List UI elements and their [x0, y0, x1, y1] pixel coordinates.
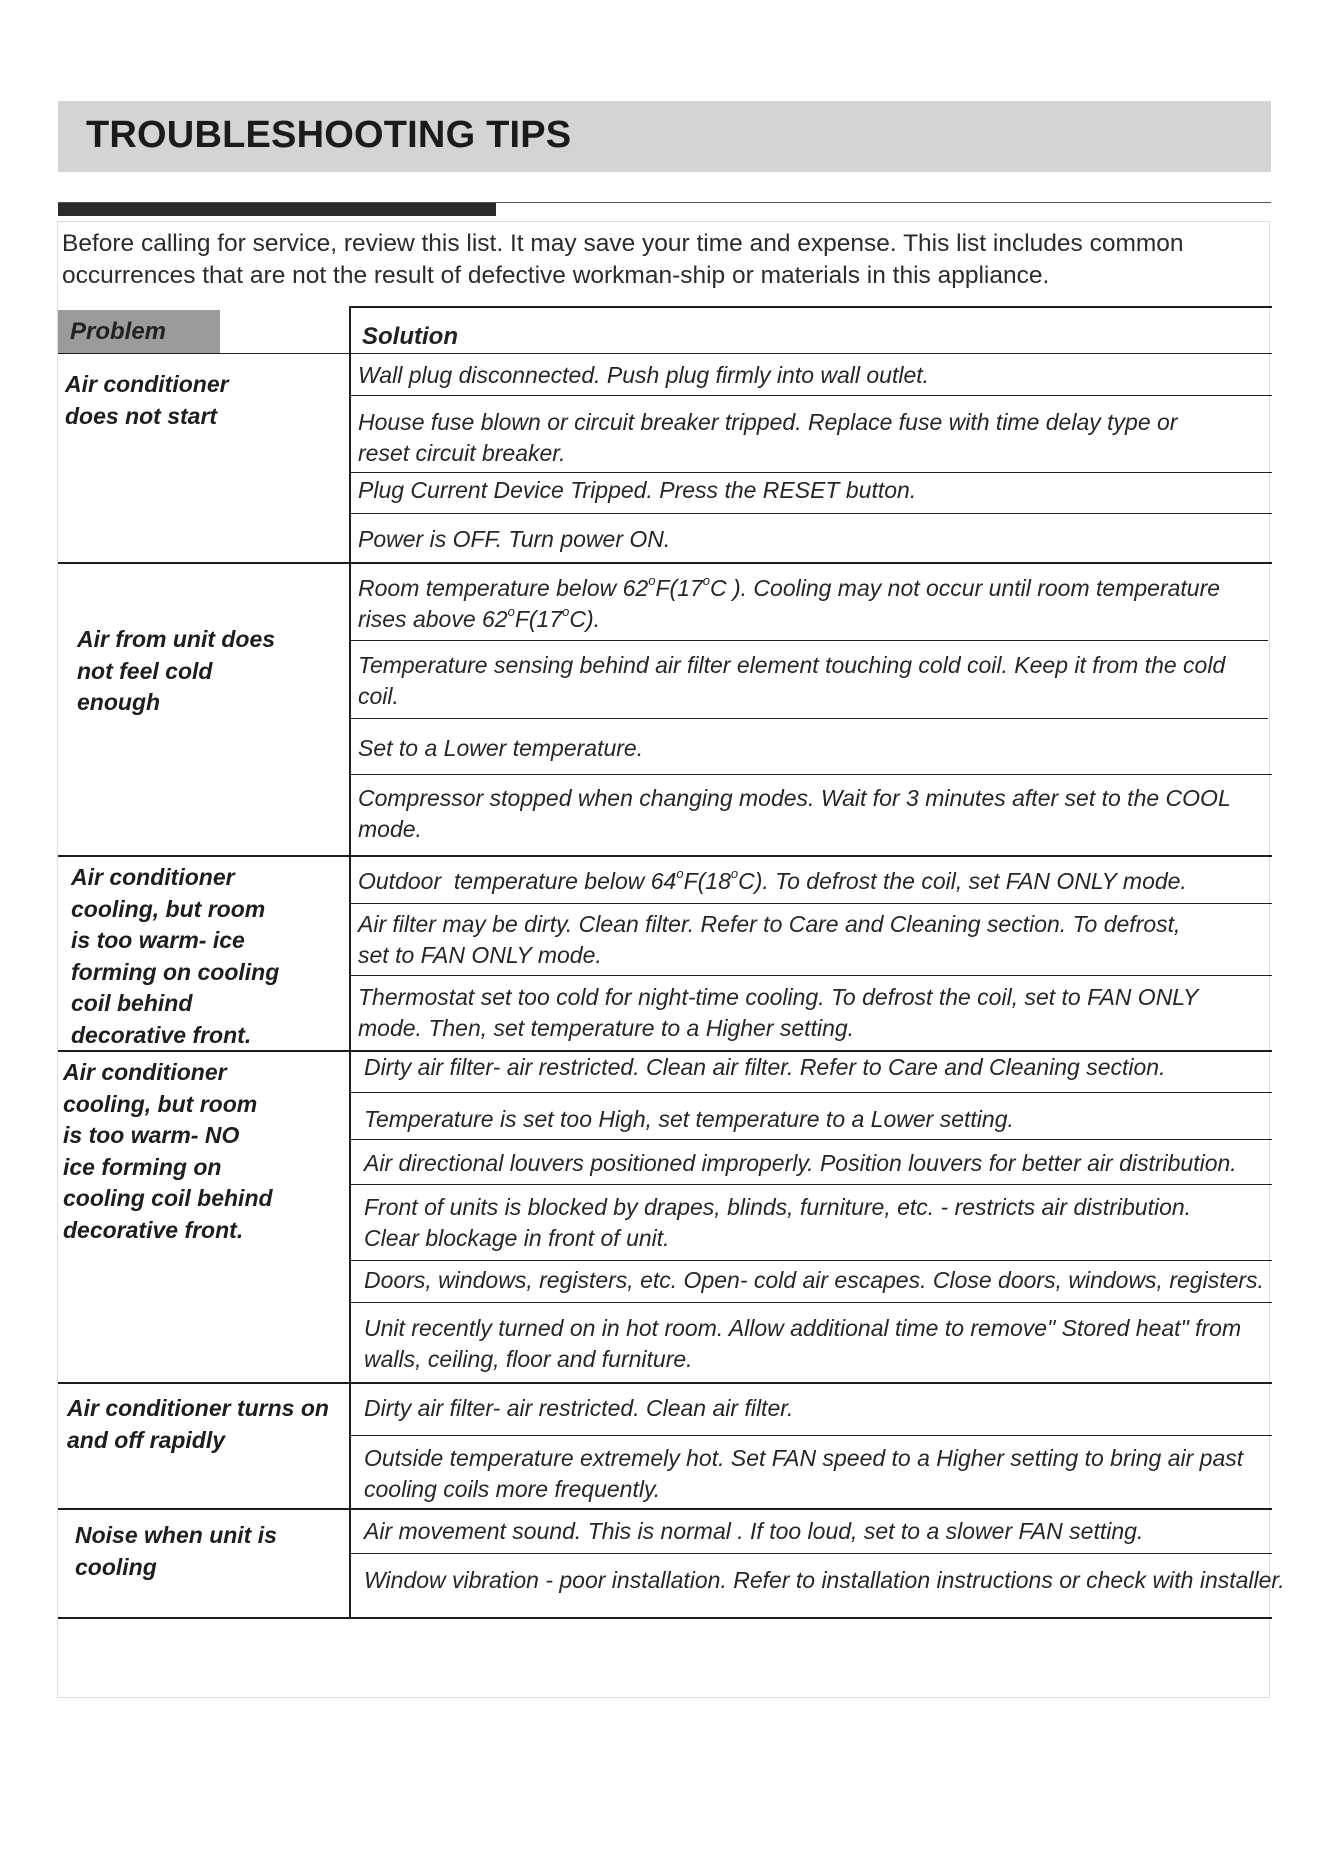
solution-line: Air filter may be dirty. Clean filter. Refer to Care and Cleaning section. To defrost,	[358, 911, 1181, 937]
solution-line: Window vibration - poor installation. Refer to installation instructions or check with installer.	[364, 1567, 1285, 1593]
solution-cell: Outdoor temperature below 64$^o$F(18$^o$C). To defrost the coil, set FAN ONLY mode.	[358, 866, 1187, 894]
intro-line: occurrences that are not the result of defective workman-ship or materials in this appliance.	[62, 262, 1050, 289]
problem-line: cooling coil behind	[63, 1185, 273, 1211]
problem-cell	[71, 862, 279, 1051]
solution-line: Wall plug disconnected. Push plug firmly into wall outlet.	[358, 362, 930, 388]
title-banner	[58, 101, 1271, 172]
row-separator	[350, 1092, 1272, 1093]
solution-cell	[358, 524, 670, 555]
problem-line: enough	[77, 689, 161, 715]
problem-line: ice forming on	[63, 1153, 222, 1180]
problem-line: cooling, but room	[71, 895, 266, 922]
solution-cell	[364, 1313, 1241, 1375]
solution-line: Thermostat set too cold for night-time cooling. To defrost the coil, set to FAN ONLY	[358, 984, 1199, 1010]
divider-accent-bar	[58, 203, 496, 216]
row-separator	[350, 1553, 1272, 1554]
solution-line: mode.	[358, 816, 422, 842]
solution-line: Compressor stopped when changing modes. Wait for 3 minutes after set to the COOL	[358, 785, 1231, 811]
column-divider	[349, 306, 351, 1618]
problem-line: cooling, but room	[63, 1090, 258, 1117]
solution-line: Unit recently turned on in hot room. Allow additional time to remove" Stored heat" from	[364, 1315, 1242, 1341]
problem-line: not feel cold	[77, 657, 213, 684]
row-separator	[350, 1260, 1272, 1261]
solution-line: House fuse blown or circuit breaker tripped. Replace fuse with time delay type or	[358, 409, 1178, 435]
problem-line: Air from unit does	[77, 626, 276, 652]
solution-cell	[364, 1148, 1237, 1179]
solution-cell	[364, 1393, 793, 1424]
problem-line: Air conditioner turns on	[67, 1395, 329, 1421]
solution-line: Set to a Lower temperature.	[358, 735, 644, 761]
row-separator	[350, 1184, 1272, 1185]
problem-line: Noise when unit is	[75, 1522, 277, 1548]
solution-cell	[358, 909, 1180, 971]
problem-line: Air conditioner	[71, 864, 235, 890]
intro-paragraph	[62, 228, 1267, 292]
problem-line: does not start	[65, 402, 218, 429]
group-separator	[58, 1508, 1272, 1510]
solution-cell	[364, 1192, 1191, 1254]
row-separator	[350, 395, 1272, 396]
problem-cell	[75, 1520, 277, 1583]
solution-cell	[364, 1565, 1285, 1596]
solution-cell	[364, 1516, 1143, 1547]
page-title: TROUBLESHOOTING TIPS	[86, 114, 572, 156]
solution-line: Temperature sensing behind air filter element touching cold coil. Keep it from the cold	[358, 652, 1226, 678]
solution-line: reset circuit breaker.	[358, 440, 566, 466]
problem-header-label: Problem	[70, 318, 167, 345]
row-separator	[350, 1302, 1272, 1303]
solution-line: Air directional louvers positioned improperly. Position louvers for better air distribution.	[364, 1150, 1237, 1176]
problem-cell	[63, 1057, 273, 1246]
row-separator	[350, 472, 1272, 473]
solution-line: Air movement sound. This is normal . If too loud, set to a slower FAN setting.	[364, 1518, 1144, 1544]
solution-cell	[358, 733, 643, 764]
solution-cell: Room temperature below 62$^o$F(17$^o$C ). Cooling may not occur until room temperature rises above 62$^o$F(17$^o$C).	[358, 573, 1221, 632]
solution-cell	[358, 475, 916, 506]
solution-line: walls, ceiling, floor and furniture.	[364, 1346, 693, 1372]
problem-line: is too warm- ice	[71, 927, 245, 953]
solution-cell	[364, 1265, 1264, 1296]
problem-line: decorative front.	[63, 1216, 244, 1243]
problem-line: cooling	[75, 1553, 157, 1580]
row-separator	[350, 903, 1272, 904]
solution-cell	[358, 982, 1198, 1044]
problem-line: Air conditioner	[65, 371, 229, 397]
solution-line: Dirty air filter- air restricted. Clean air filter.	[364, 1395, 794, 1421]
solution-line: Temperature is set too High, set temperature to a Lower setting.	[364, 1106, 1014, 1132]
problem-line: Air conditioner	[63, 1059, 227, 1085]
solution-line: Clear blockage in front of unit.	[364, 1225, 670, 1251]
solution-line: Doors, windows, registers, etc. Open- cold air escapes. Close doors, windows, registers.	[364, 1267, 1264, 1293]
solution-line: Outside temperature extremely hot. Set FAN speed to a Higher setting to bring air past	[364, 1445, 1244, 1471]
row-separator	[350, 1435, 1272, 1436]
problem-column-header	[58, 310, 220, 354]
solution-line: Plug Current Device Tripped. Press the RESET button.	[358, 477, 917, 503]
problem-cell	[67, 1393, 329, 1456]
intro-line: Before calling for service, review this list. It may save your time and expense. This list includes common	[62, 230, 1184, 257]
solution-column-header: Solution	[362, 323, 458, 350]
header-bottom-rule	[58, 353, 1272, 354]
problem-cell	[77, 624, 275, 719]
solution-cell	[358, 407, 1177, 469]
problem-line: decorative front.	[71, 1021, 252, 1048]
solution-cell	[358, 360, 929, 391]
solution-line: mode. Then, set temperature to a Higher setting.	[358, 1015, 855, 1041]
solution-line: Power is OFF. Turn power ON.	[358, 526, 671, 552]
group-separator	[58, 1382, 1272, 1384]
solution-cell	[358, 783, 1231, 845]
row-separator	[350, 513, 1272, 514]
table-top-rule	[350, 306, 1272, 308]
problem-line: is too warm- NO	[63, 1122, 240, 1148]
solution-line: Front of units is blocked by drapes, blinds, furniture, etc. - restricts air distribution.	[364, 1194, 1192, 1220]
solution-cell	[364, 1104, 1014, 1135]
problem-line: and off rapidly	[67, 1426, 226, 1453]
solution-cell	[364, 1443, 1243, 1505]
problem-cell	[65, 369, 229, 432]
row-separator	[350, 774, 1272, 775]
row-separator	[350, 1139, 1272, 1140]
row-separator	[350, 718, 1268, 719]
solution-line: set to FAN ONLY mode.	[358, 942, 602, 968]
solution-line: coil.	[358, 683, 399, 709]
solution-line: cooling coils more frequently.	[364, 1476, 661, 1502]
solution-cell	[364, 1052, 1165, 1083]
group-separator	[58, 855, 1272, 857]
problem-line: forming on cooling	[71, 958, 280, 985]
row-separator	[350, 640, 1268, 641]
solution-line: Dirty air filter- air restricted. Clean air filter. Refer to Care and Cleaning section.	[364, 1054, 1166, 1080]
solution-cell	[358, 650, 1225, 712]
problem-line: coil behind	[71, 990, 193, 1016]
table-bottom-rule	[58, 1617, 1272, 1619]
row-separator	[350, 975, 1272, 976]
group-separator	[58, 562, 1272, 564]
